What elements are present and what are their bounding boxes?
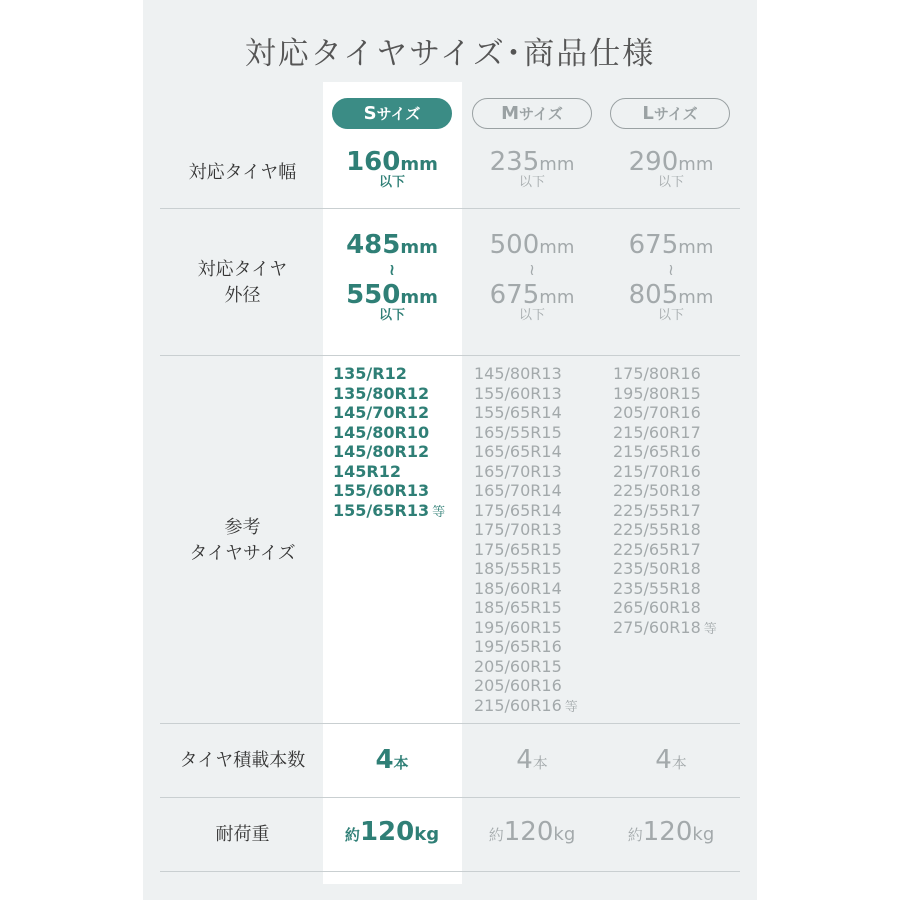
load-s: 約120kg	[344, 817, 440, 847]
reference-size-item: 235/55R18	[613, 578, 701, 598]
load-m: 約120kg	[488, 817, 576, 847]
reference-size-item: 175/70R13	[474, 520, 562, 539]
reference-size-item: 165/55R15	[474, 422, 562, 442]
reference-size-item: 185/60R14	[474, 578, 562, 598]
reference-size-item: 225/55R18	[613, 520, 701, 539]
reference-size-item: 135/R12	[333, 364, 407, 383]
reference-size-item: 225/50R18	[613, 481, 701, 500]
reference-sizes-s	[333, 364, 445, 522]
reference-size-item: 175/80R16	[613, 364, 701, 383]
row-divider	[160, 871, 740, 872]
page-title: 対応タイヤサイズ･商品仕様	[244, 36, 656, 72]
row-label-reference-sizes: 参考 タイヤサイズ	[189, 517, 296, 564]
reference-size-item: 215/60R17	[613, 422, 701, 442]
reference-size-item: 205/70R16	[613, 403, 701, 422]
reference-size-item: 165/70R14	[474, 481, 562, 500]
etc-label: 等	[703, 621, 717, 637]
reference-size-item: 215/70R16	[613, 461, 701, 481]
reference-size-item: 265/60R18	[613, 598, 701, 617]
reference-size-item: 225/55R17	[613, 500, 701, 520]
etc-label: 等	[564, 699, 578, 715]
row-divider	[160, 797, 740, 798]
reference-size-item: 205/60R15	[474, 656, 562, 676]
reference-size-item: 185/55R15	[474, 559, 562, 578]
row-label-load-capacity: 耐荷重	[215, 824, 270, 845]
reference-size-item: 215/65R16	[613, 442, 701, 461]
reference-size-item: 145/80R12	[333, 442, 430, 461]
count-s: 4本	[375, 745, 409, 775]
reference-size-item: 145/80R10	[333, 422, 430, 442]
etc-label: 等	[432, 504, 446, 520]
count-m: 4本	[516, 745, 548, 775]
reference-size-item: 145R12	[333, 461, 401, 481]
reference-size-item: 145/70R12	[333, 403, 430, 422]
width-s: 160mm 以下	[346, 147, 438, 190]
reference-size-item: 225/65R17	[613, 539, 701, 559]
s-size-tab[interactable]: Sサイズ	[332, 98, 452, 129]
count-l: 4本	[655, 745, 687, 775]
reference-size-item: 275/60R18 等	[613, 617, 717, 637]
reference-size-item: 195/65R16	[474, 637, 562, 656]
reference-size-item: 205/60R16	[474, 676, 562, 695]
row-label-tire-diameter: 対応タイヤ 外径	[197, 259, 288, 306]
reference-size-item: 175/65R14	[474, 500, 562, 520]
reference-size-item: 185/65R15	[474, 598, 562, 617]
reference-size-item: 135/80R12	[333, 383, 430, 403]
reference-size-item: 165/70R13	[474, 461, 562, 481]
reference-size-item: 195/80R15	[613, 383, 701, 403]
width-l: 290mm 以下	[628, 147, 714, 190]
row-divider	[160, 355, 740, 356]
diameter-s: 485mm ≀ 550mm 以下	[346, 230, 438, 323]
l-size-tab[interactable]: Lサイズ	[610, 98, 730, 129]
width-m: 235mm 以下	[489, 147, 575, 190]
row-label-tire-width: 対応タイヤ幅	[188, 162, 297, 183]
reference-size-item: 165/65R14	[474, 442, 562, 461]
reference-size-item: 215/60R16 等	[474, 695, 578, 715]
reference-size-item: 155/65R14	[474, 403, 562, 422]
reference-size-item: 175/65R15	[474, 539, 562, 559]
row-divider	[160, 723, 740, 724]
reference-size-item: 145/80R13	[474, 364, 562, 383]
reference-size-item: 235/50R18	[613, 559, 701, 578]
reference-size-item: 155/60R13	[333, 481, 430, 500]
diameter-m: 500mm ≀ 675mm 以下	[489, 230, 575, 323]
load-l: 約120kg	[627, 817, 715, 847]
reference-size-item: 155/65R13 等	[333, 500, 446, 520]
reference-sizes-m	[474, 364, 578, 717]
reference-sizes-l	[613, 364, 717, 639]
row-divider	[160, 208, 740, 209]
row-label-tire-count: タイヤ積載本数	[179, 750, 306, 771]
reference-size-item: 195/60R15	[474, 617, 562, 637]
diameter-l: 675mm ≀ 805mm 以下	[628, 230, 714, 323]
reference-size-item: 155/60R13	[474, 383, 562, 403]
m-size-tab[interactable]: Mサイズ	[472, 98, 592, 129]
